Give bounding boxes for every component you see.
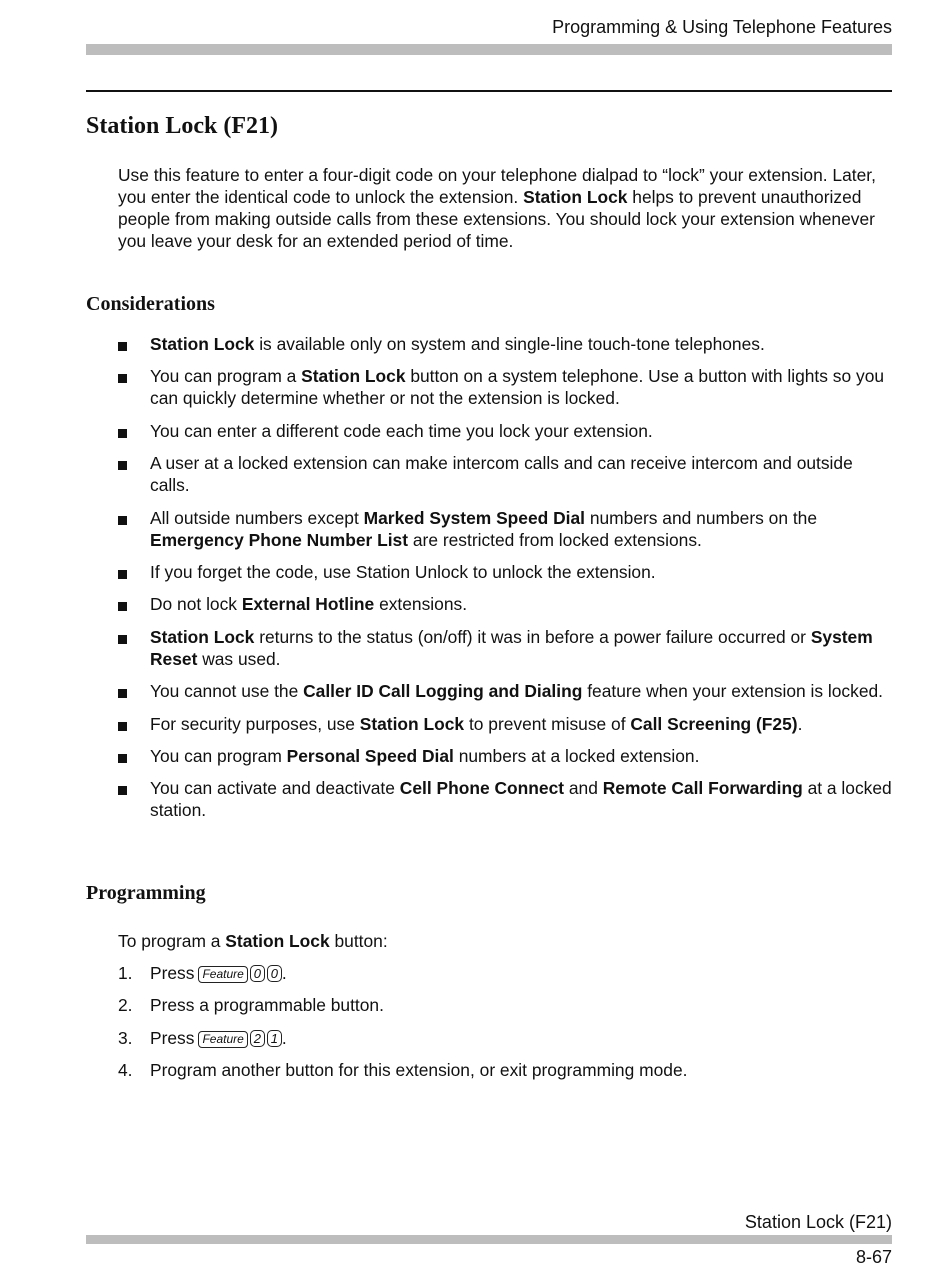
text-run: button: — [329, 931, 388, 951]
text-run: at a locked station. — [150, 778, 892, 821]
bold-term: Station Lock — [523, 187, 628, 207]
consideration-item — [118, 593, 892, 615]
intro-paragraph — [118, 164, 892, 252]
step-number: 1. — [118, 963, 133, 983]
consideration-item — [118, 365, 892, 409]
dialpad-key-icon: 0 — [250, 965, 265, 982]
bold-term: Cell Phone Connect — [399, 778, 565, 799]
text-run: is available only on system and single-line touch-tone telephones. — [254, 334, 765, 354]
feature-key-icon: Feature — [198, 966, 247, 983]
consideration-item — [118, 561, 892, 583]
dialpad-key-icon: 2 — [250, 1030, 265, 1047]
feature-key-icon: Feature — [198, 1031, 247, 1048]
dialpad-key-icon: 0 — [267, 965, 282, 982]
consideration-item — [118, 333, 892, 355]
bold-term: Emergency Phone Number List — [150, 529, 409, 550]
text-run: numbers and numbers on the — [584, 507, 817, 528]
page-number: 8-67 — [855, 1247, 892, 1267]
text-run: To program a — [118, 931, 226, 951]
bold-term: Station Lock — [301, 366, 406, 387]
text-run: extensions. — [374, 594, 468, 615]
step-text: Program another button for this extension, or exit programming mode. — [150, 1060, 688, 1081]
consideration-item — [118, 452, 892, 496]
text-run: was used. — [197, 648, 281, 669]
programming-steps — [118, 962, 892, 1092]
text-run: and — [564, 778, 603, 799]
bold-term: Station Lock — [150, 334, 255, 354]
consideration-item — [118, 420, 892, 442]
bold-term: Personal Speed Dial — [286, 745, 454, 766]
bold-term: Station Lock — [359, 713, 465, 734]
considerations-heading: Considerations — [86, 293, 215, 315]
considerations-list — [118, 333, 892, 832]
text-run: feature when your extension is locked. — [582, 681, 884, 702]
footer-divider-bar — [86, 1235, 892, 1244]
text-run: You can activate and deactivate — [150, 778, 400, 799]
bold-term: Marked System Speed Dial — [363, 507, 585, 528]
page-title: Station Lock (F21) — [86, 113, 278, 139]
programming-intro — [118, 930, 892, 952]
step-number: 2. — [118, 995, 133, 1016]
consideration-item — [118, 777, 892, 821]
step-text: Press a programmable button. — [150, 995, 384, 1016]
bold-term: Call Screening (F25) — [630, 713, 798, 734]
programming-step — [118, 962, 892, 984]
running-header-title: Programming & Using Telephone Features — [552, 17, 892, 37]
step-number: 3. — [118, 1027, 133, 1048]
bold-term: Station Lock — [150, 626, 255, 647]
text-run: For security purposes, use — [150, 713, 360, 734]
text-run: You can program — [150, 745, 287, 766]
consideration-item — [118, 713, 892, 735]
text-run: helps to prevent unauthorized people from making outside calls from these extensions. You should lock your extension whenever you leave your desk for an extended period of time. — [118, 187, 875, 251]
consideration-item — [118, 745, 892, 767]
bold-term: Station Lock — [225, 931, 330, 951]
step-text: Press — [150, 1027, 195, 1048]
step-end: . — [281, 1027, 287, 1048]
step-text: Press — [150, 963, 195, 983]
text-run: All outside numbers except — [150, 507, 364, 528]
step-number: 4. — [118, 1060, 133, 1081]
text-run: If you forget the code, use Station Unlock to unlock the extension. — [150, 561, 656, 582]
consideration-item — [118, 626, 892, 670]
programming-step — [118, 994, 892, 1016]
text-run: are restricted from locked extensions. — [408, 529, 702, 550]
bold-term: Caller ID Call Logging and Dialing — [303, 681, 583, 702]
running-footer-title: Station Lock (F21) — [744, 1212, 892, 1232]
text-run: You can program a — [150, 366, 302, 387]
header-divider-bar — [86, 44, 892, 55]
bold-term: System Reset — [150, 626, 873, 669]
consideration-item — [118, 680, 892, 702]
text-run: You can enter a different code each time you lock your extension. — [150, 420, 653, 441]
section-rule — [86, 90, 892, 92]
dialpad-key-icon: 1 — [267, 1030, 282, 1047]
programming-step — [118, 1027, 892, 1049]
text-run: Do not lock — [150, 594, 242, 615]
text-run: You cannot use the — [150, 681, 304, 702]
programming-heading: Programming — [86, 882, 206, 904]
text-run: Use this feature to enter a four-digit code on your telephone dialpad to “lock” your extension. Later, you enter the identical code to unlock the extension. — [118, 165, 876, 207]
consideration-item — [118, 507, 892, 551]
bold-term: Remote Call Forwarding — [602, 778, 803, 799]
text-run: . — [797, 713, 803, 734]
text-run: button on a system telephone. Use a button with lights so you can quickly determine whether or not the extension is locked. — [150, 366, 885, 409]
text-run: A user at a locked extension can make intercom calls and can receive intercom and outside calls. — [150, 453, 853, 496]
text-run: returns to the status (on/off) it was in before a power failure occurred or — [254, 626, 811, 647]
step-end: . — [281, 963, 287, 983]
text-run: numbers at a locked extension. — [453, 745, 700, 766]
text-run: to prevent misuse of — [464, 713, 631, 734]
programming-step — [118, 1059, 892, 1081]
bold-term: External Hotline — [241, 594, 375, 615]
